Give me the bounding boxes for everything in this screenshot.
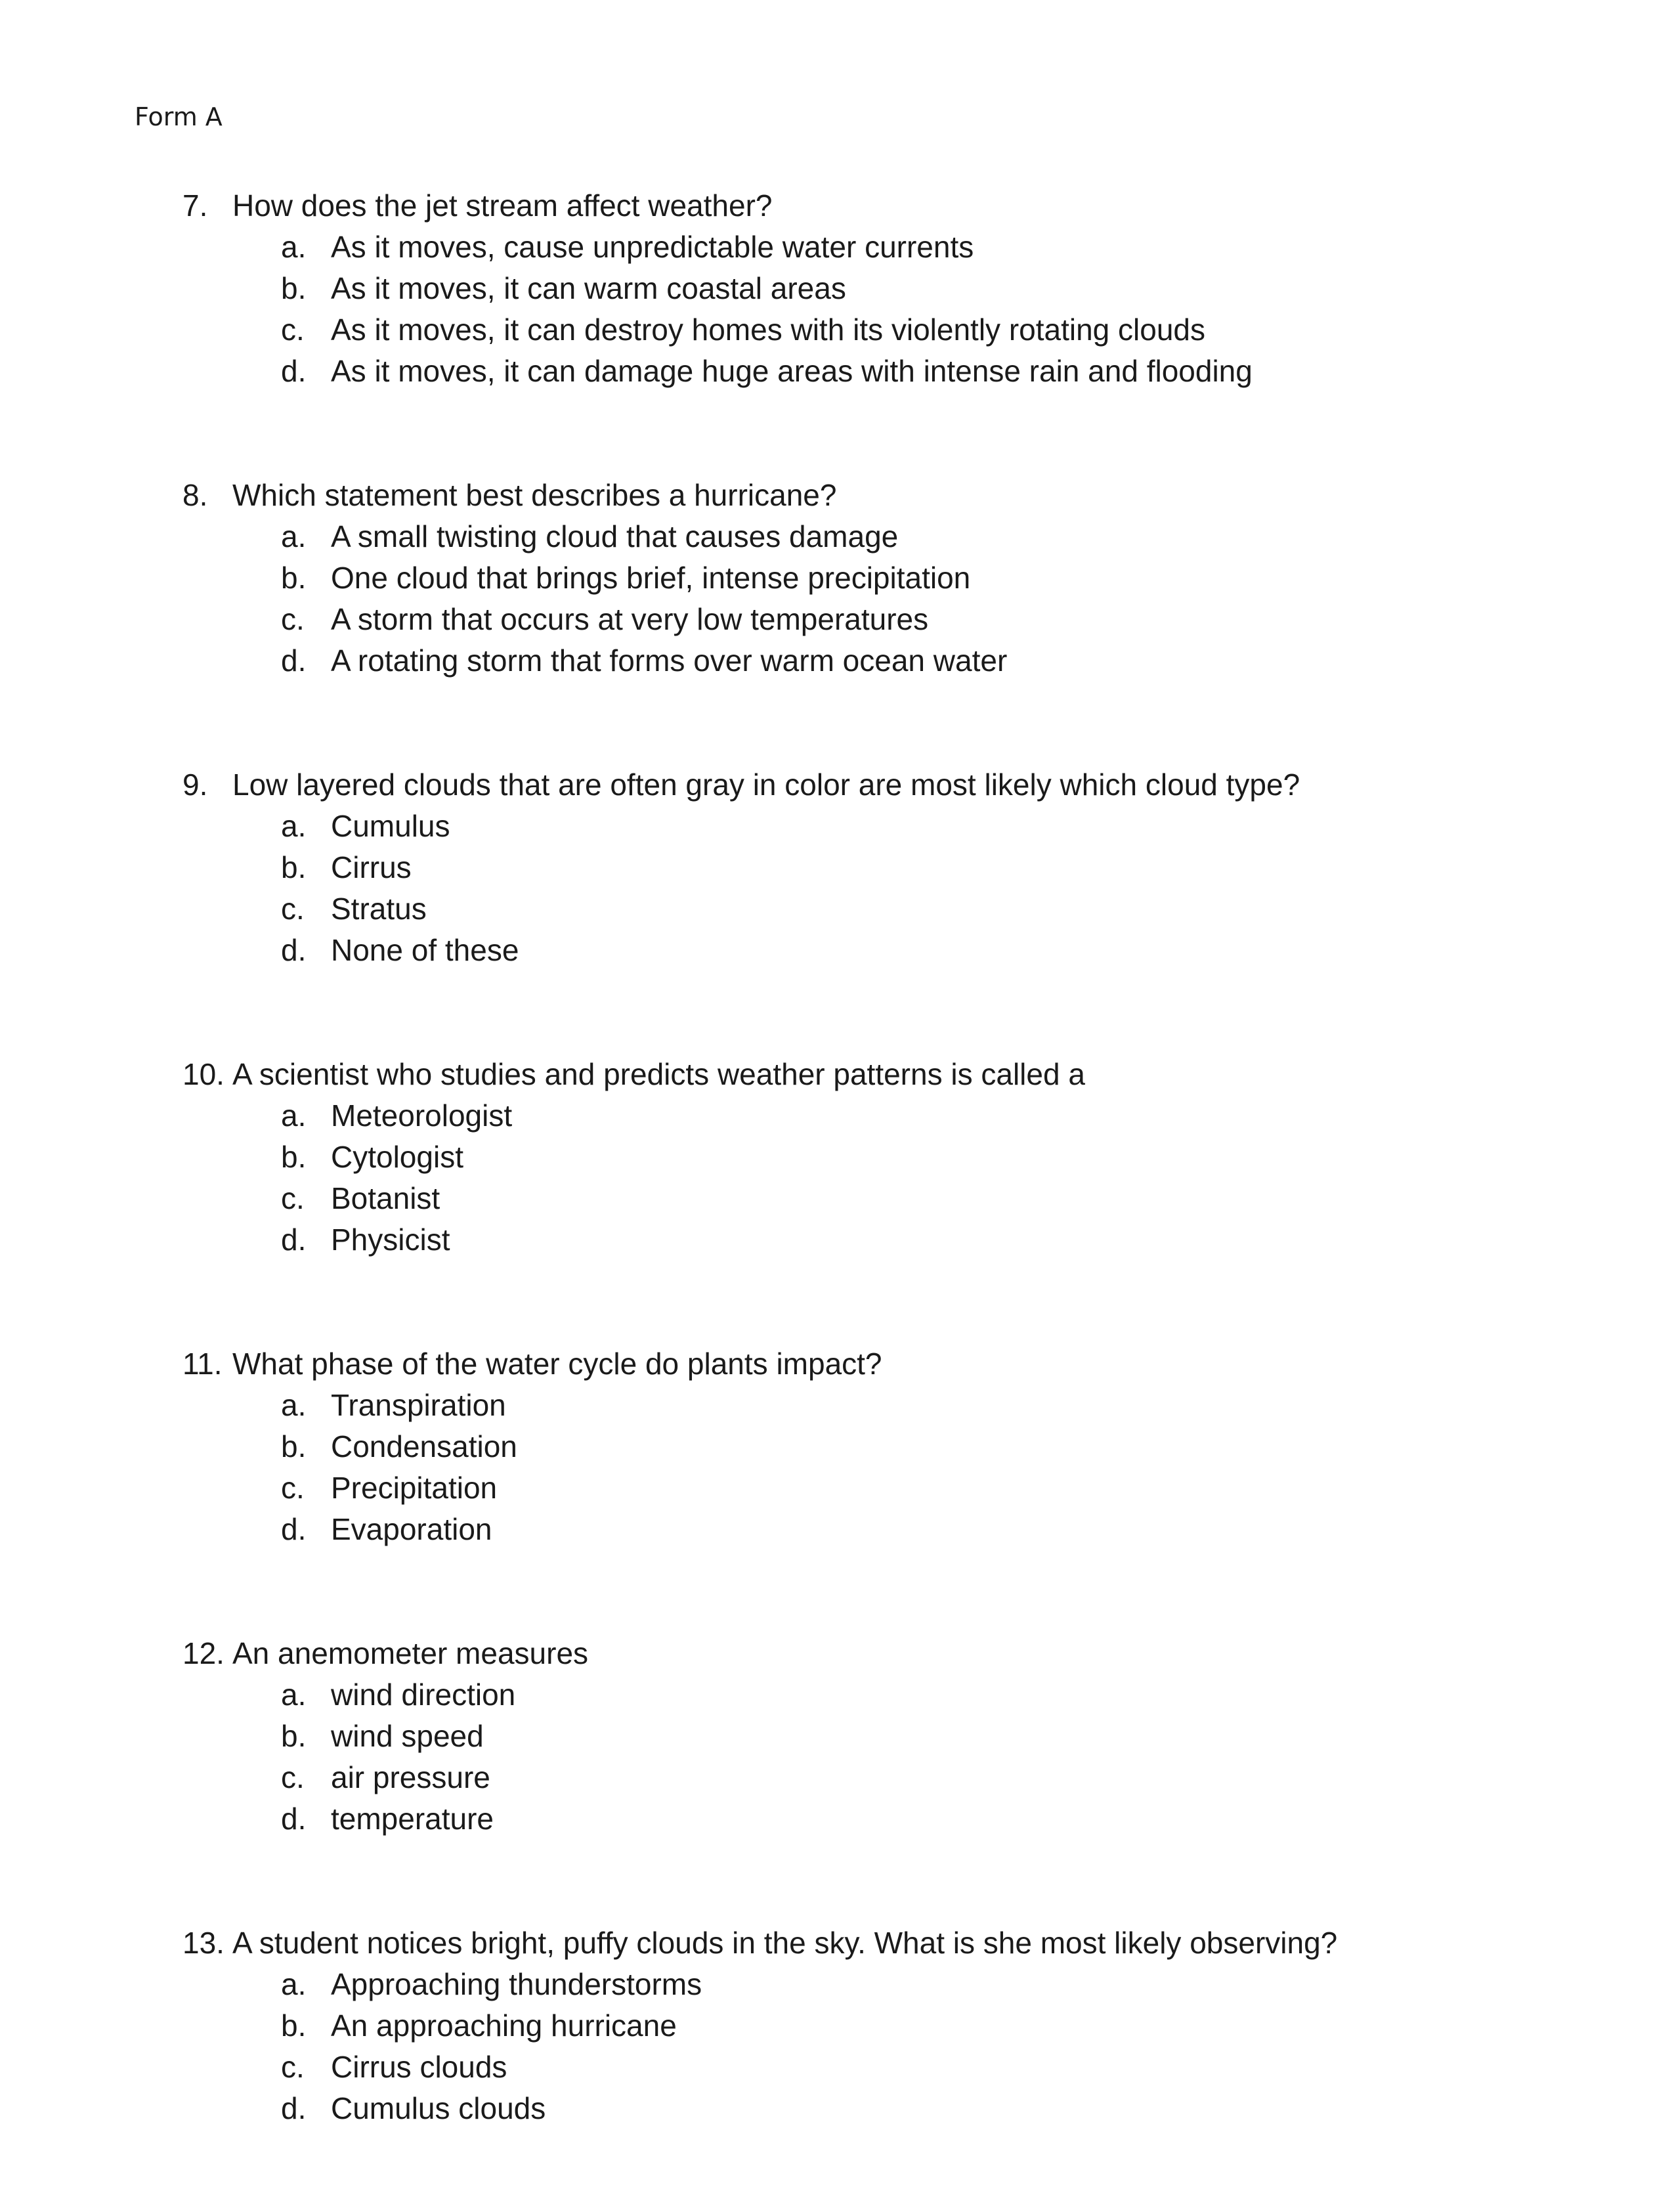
answer-option-c xyxy=(182,1178,1594,1219)
answer-option-a xyxy=(182,227,1594,268)
option-letter: b. xyxy=(281,1429,307,1464)
option-letter: d. xyxy=(281,643,307,678)
option-text: As it moves, it can damage huge areas with intense rain and flooding xyxy=(331,354,1253,388)
option-letter: a. xyxy=(281,809,307,843)
question-number: 8. xyxy=(182,478,208,512)
option-text: Cirrus xyxy=(331,850,412,884)
answer-option-c xyxy=(182,599,1594,640)
question-text: How does the jet stream affect weather? xyxy=(232,188,773,223)
question-number: 10. xyxy=(182,1057,225,1091)
answer-options xyxy=(182,1385,1594,1550)
option-letter: d. xyxy=(281,354,307,388)
option-letter: d. xyxy=(281,933,307,967)
question-list xyxy=(182,185,1594,2212)
option-letter: d. xyxy=(281,1802,307,1836)
answer-option-a xyxy=(182,1385,1594,1426)
option-letter: c. xyxy=(281,602,305,636)
option-letter: c. xyxy=(281,1760,305,1794)
question-text: An anemometer measures xyxy=(232,1636,589,1670)
option-text: air pressure xyxy=(331,1760,490,1794)
question-number: 7. xyxy=(182,188,208,223)
answer-option-d xyxy=(182,1798,1594,1840)
option-text: Physicist xyxy=(331,1223,450,1257)
option-text: Cumulus clouds xyxy=(331,2091,546,2125)
option-letter: b. xyxy=(281,271,307,305)
question-10 xyxy=(182,1054,1594,1261)
question-prompt xyxy=(182,1633,1594,1674)
option-text: As it moves, it can destroy homes with its violently rotating clouds xyxy=(331,313,1206,347)
option-text: Precipitation xyxy=(331,1471,498,1505)
option-letter: b. xyxy=(281,1719,307,1753)
question-13 xyxy=(182,1922,1594,2129)
option-text: Cytologist xyxy=(331,1140,463,1174)
option-letter: d. xyxy=(281,2091,307,2125)
option-letter: c. xyxy=(281,313,305,347)
option-text: As it moves, it can warm coastal areas xyxy=(331,271,846,305)
option-letter: a. xyxy=(281,230,307,264)
question-text: What phase of the water cycle do plants impact? xyxy=(232,1347,882,1381)
question-text: Low layered clouds that are often gray in color are most likely which cloud type? xyxy=(232,768,1300,802)
answer-option-c xyxy=(182,888,1594,930)
answer-options xyxy=(182,1964,1594,2129)
question-prompt xyxy=(182,1054,1594,1095)
question-text: A student notices bright, puffy clouds in the sky. What is she most likely observing? xyxy=(232,1926,1338,1960)
option-text: None of these xyxy=(331,933,519,967)
answer-option-b xyxy=(182,1426,1594,1467)
answer-option-b xyxy=(182,2005,1594,2047)
question-prompt xyxy=(182,185,1594,227)
answer-options xyxy=(182,1674,1594,1840)
answer-option-a xyxy=(182,806,1594,847)
question-9 xyxy=(182,764,1594,971)
option-letter: a. xyxy=(281,1098,307,1133)
answer-option-d xyxy=(182,2088,1594,2129)
answer-option-a xyxy=(182,1095,1594,1137)
option-text: A small twisting cloud that causes damage xyxy=(331,519,899,553)
option-text: One cloud that brings brief, intense precipitation xyxy=(331,561,971,595)
option-text: Evaporation xyxy=(331,1512,492,1546)
option-text: Transpiration xyxy=(331,1388,506,1422)
answer-option-c xyxy=(182,1757,1594,1798)
question-number: 12. xyxy=(182,1636,225,1670)
question-11 xyxy=(182,1343,1594,1550)
answer-option-c xyxy=(182,309,1594,351)
option-text: wind speed xyxy=(331,1719,484,1753)
option-text: An approaching hurricane xyxy=(331,2008,677,2043)
option-letter: a. xyxy=(281,1967,307,2001)
question-prompt xyxy=(182,1922,1594,1964)
option-letter: b. xyxy=(281,1140,307,1174)
option-letter: c. xyxy=(281,892,305,926)
option-letter: a. xyxy=(281,1678,307,1712)
question-prompt xyxy=(182,1343,1594,1385)
answer-option-b xyxy=(182,1716,1594,1757)
option-text: Stratus xyxy=(331,892,427,926)
option-text: Cumulus xyxy=(331,809,450,843)
option-text: Condensation xyxy=(331,1429,517,1464)
option-letter: a. xyxy=(281,519,307,553)
option-text: A storm that occurs at very low temperatures xyxy=(331,602,929,636)
answer-option-a xyxy=(182,516,1594,557)
question-12 xyxy=(182,1633,1594,1840)
answer-option-b xyxy=(182,268,1594,309)
answer-options xyxy=(182,806,1594,971)
form-label: Form A xyxy=(135,102,223,131)
answer-option-d xyxy=(182,1509,1594,1550)
answer-option-a xyxy=(182,1674,1594,1716)
question-number: 11. xyxy=(182,1347,223,1381)
option-text: temperature xyxy=(331,1802,494,1836)
question-prompt xyxy=(182,764,1594,806)
answer-option-d xyxy=(182,640,1594,682)
answer-option-b xyxy=(182,1137,1594,1178)
question-8 xyxy=(182,475,1594,682)
option-letter: b. xyxy=(281,850,307,884)
answer-option-d xyxy=(182,351,1594,392)
option-text: Approaching thunderstorms xyxy=(331,1967,702,2001)
answer-option-d xyxy=(182,930,1594,971)
answer-option-c xyxy=(182,1467,1594,1509)
option-letter: d. xyxy=(281,1512,307,1546)
option-text: Meteorologist xyxy=(331,1098,513,1133)
question-number: 9. xyxy=(182,768,208,802)
answer-option-b xyxy=(182,847,1594,888)
option-text: wind direction xyxy=(331,1678,516,1712)
option-letter: a. xyxy=(281,1388,307,1422)
option-letter: b. xyxy=(281,561,307,595)
option-letter: c. xyxy=(281,2050,305,2084)
question-prompt xyxy=(182,475,1594,516)
answer-options xyxy=(182,516,1594,682)
option-letter: b. xyxy=(281,2008,307,2043)
question-text: A scientist who studies and predicts weather patterns is called a xyxy=(232,1057,1085,1091)
option-text: Cirrus clouds xyxy=(331,2050,507,2084)
option-letter: c. xyxy=(281,1471,305,1505)
option-text: A rotating storm that forms over warm ocean water xyxy=(331,643,1008,678)
answer-options xyxy=(182,227,1594,392)
answer-option-a xyxy=(182,1964,1594,2005)
question-text: Which statement best describes a hurricane? xyxy=(232,478,837,512)
option-letter: c. xyxy=(281,1181,305,1215)
question-number: 13. xyxy=(182,1926,225,1960)
question-7 xyxy=(182,185,1594,392)
option-text: As it moves, cause unpredictable water currents xyxy=(331,230,974,264)
answer-option-c xyxy=(182,2047,1594,2088)
answer-options xyxy=(182,1095,1594,1261)
answer-option-b xyxy=(182,557,1594,599)
answer-option-d xyxy=(182,1219,1594,1261)
option-text: Botanist xyxy=(331,1181,440,1215)
option-letter: d. xyxy=(281,1223,307,1257)
